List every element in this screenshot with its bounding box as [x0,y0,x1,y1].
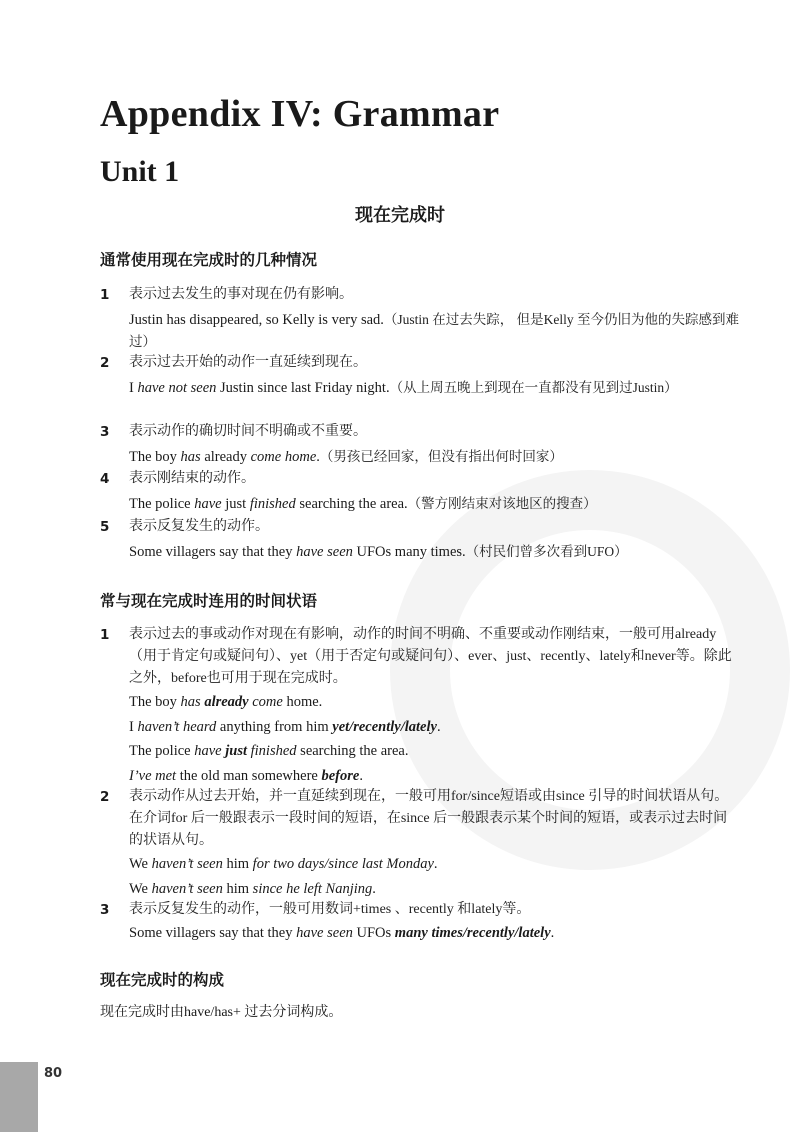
example-translation: （从上周五晚上到现在一直都没有见到过Justin） [389,380,678,395]
example-sentence: I have not seen Justin since last Friday night.（从上周五晚上到现在一直都没有见到过Justin） [129,380,678,396]
item-number: 3 [100,424,110,440]
example-sentence: The boy has already come home. [129,694,323,710]
rule-text: 表示过去的事或动作对现在有影响，动作的时间不明确、不重要或动作刚结束，一般可用already（用于肯定句或疑问句）、yet（用于否定句或疑问句）、ever、just、recently、lately和never等。除此之外，before也可用于现在完成时。 [129,627,732,686]
list-item [100,468,740,515]
unit-title: Unit 1 [100,155,180,188]
example-sentence: We haven’t seen him for two days/since last Monday. [129,856,438,872]
example-translation: （Justin 在过去失踪， 但是Kelly 至今仍旧为他的失踪感到难过） [129,312,740,349]
list-item [100,624,740,788]
item-number: 4 [100,471,110,487]
example-sentence: Some villagers say that they have seen UFOs many times/recently/lately. [129,925,555,941]
example-sentence: Justin has disappeared, so Kelly is very sad.（Justin 在过去失踪， 但是Kelly 至今仍旧为他的失踪感到难过） [129,312,740,349]
example-translation: （警方刚结束对该地区的搜查） [407,496,597,511]
item-number: 2 [100,789,110,805]
section-heading-adverbials: 常与现在完成时连用的时间状语 [100,592,318,610]
section-heading-usage: 通常使用现在完成时的几种情况 [100,251,318,269]
rule-text: 表示反复发生的动作。 [129,519,269,534]
list-item [100,284,740,353]
page-number: 80 [44,1066,63,1081]
item-number: 1 [100,627,110,643]
example-sentence: The boy has already come home.（男孩已经回家，但没有指出何时回家） [129,449,563,465]
list-item [100,786,740,901]
list-item [100,516,740,563]
example-sentence: I’ve met the old man somewhere before. [129,767,363,784]
list-item [100,899,740,946]
example-translation: （男孩已经回家，但没有指出何时回家） [319,449,563,464]
list-item [100,352,740,399]
example-sentence: I haven’t heard anything from him yet/recently/lately. [129,718,441,735]
rule-text: 表示过去发生的事对现在仍有影响。 [129,287,353,302]
list-item [100,421,740,468]
example-sentence: Some villagers say that they have seen UFOs many times.（村民们曾多次看到UFO） [129,544,628,560]
example-sentence: The police have just finished searching the area.（警方刚结束对该地区的搜查） [129,496,597,512]
page-title: Appendix IV: Grammar [100,93,500,135]
item-number: 3 [100,902,110,918]
rule-text: 表示反复发生的动作，一般可用数词+times 、recently 和lately等。 [129,902,531,917]
rule-text: 表示动作从过去开始，并一直延续到现在，一般可用for/since短语或由since 引导的时间状语从句。在介词for 后一般跟表示一段时间的短语，在since 后一般跟表示某个时间的短语，或表示过去时间的状语从句。 [129,789,729,848]
rule-text: 表示动作的确切时间不明确或不重要。 [129,424,367,439]
example-sentence: The police have just finished searching the area. [129,743,409,759]
example-sentence: We haven’t seen him since he left Nanjing. [129,880,376,897]
structure-text: 现在完成时由have/has+ 过去分词构成。 [100,1005,343,1020]
item-number: 5 [100,519,110,535]
section-heading-structure: 现在完成时的构成 [100,971,225,989]
rule-text: 表示过去开始的动作一直延续到现在。 [129,355,367,370]
topic-title: 现在完成时 [355,205,445,226]
page-tab [0,1062,38,1132]
item-number: 2 [100,355,110,371]
item-number: 1 [100,287,110,303]
rule-text: 表示刚结束的动作。 [129,471,255,486]
example-translation: （村民们曾多次看到UFO） [465,544,628,559]
